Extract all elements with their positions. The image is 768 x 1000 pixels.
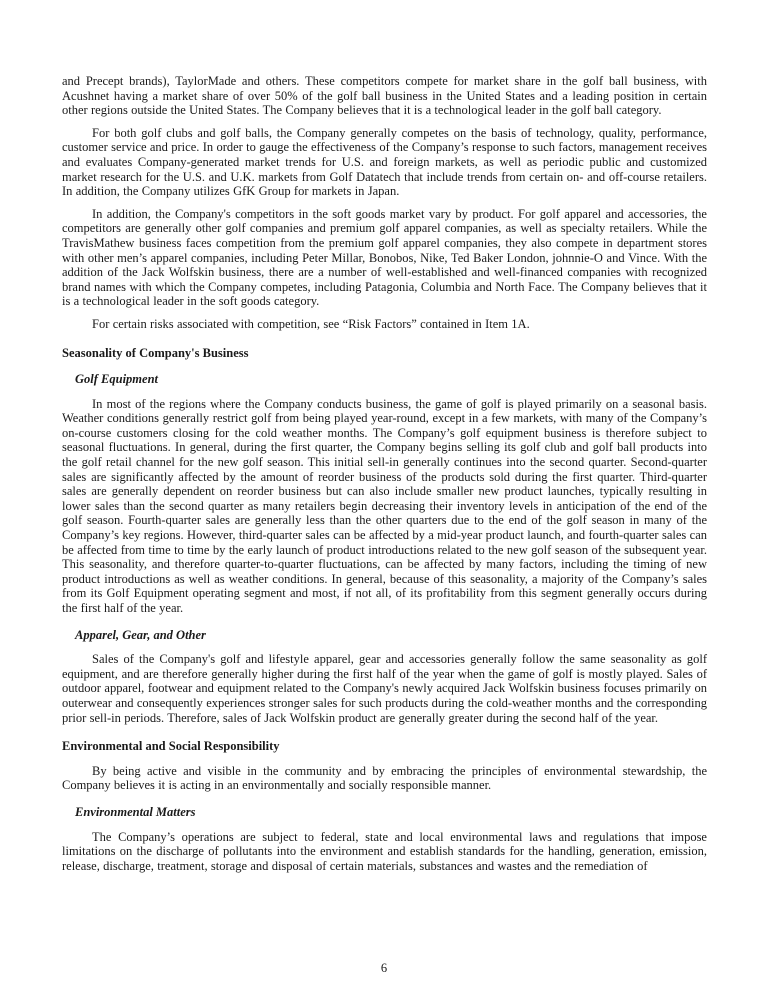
page-number: 6 <box>380 961 388 975</box>
section-heading-environmental-social: Environmental and Social Responsibility <box>62 739 280 754</box>
paragraph-risk-factors-reference: For certain risks associated with competition, see “Risk Factors” contained in Item 1A. <box>92 316 530 331</box>
subsection-heading-apparel-gear-other: Apparel, Gear, and Other <box>75 627 206 642</box>
paragraph-golf-ball-competitors: and Precept brands), TaylorMade and others. These competitors compete for market share in the golf ball business, with Acushnet having a market share of over 50% of the golf ball business in the United States and a leading position in certain other regions outside the United States. The Company believes that it is a technological leader in the golf ball category. <box>62 74 707 118</box>
paragraph-apparel-seasonality: Sales of the Company's golf and lifestyle apparel, gear and accessories generally follow the same seasonality as golf equipment, and are therefore generally higher during the first half of the year when the game of golf is mostly played. Sales of outdoor apparel, footwear and equipment related to the Company's newly acquired Jack Wolfskin business focuses primarily on outerwear and consequently experiences stronger sales for such products during the cold-weather months and the corresponding prior sell-in periods. Therefore, sales of Jack Wolfskin product are generally greater during the second half of the year. <box>62 652 707 725</box>
subsection-heading-golf-equipment: Golf Equipment <box>75 372 158 387</box>
page-content <box>62 74 707 881</box>
paragraph-community-stewardship: By being active and visible in the community and by embracing the principles of environmental stewardship, the Company believes it is acting in an environmentally and socially responsible manner. <box>62 763 707 793</box>
paragraph-soft-goods-competitors: In addition, the Company's competitors in the soft goods market vary by product. For golf apparel and accessories, the competitors are generally other golf companies and premium golf apparel companies, as well as specialty retailers. While the TravisMathew business faces competition from the premium golf apparel companies, they also compete in department stores with other men’s apparel companies, including Peter Millar, Bonobos, Nike, Ted Baker London, johnnie-O and Vince. With the addition of the Jack Wolfskin business, there are a number of well-established and well-financed companies with recognized brand names with which the Company competes, including Patagonia, Columbia and North Face. The Company believes that it is a technological leader in the soft goods category. <box>62 206 707 309</box>
subsection-heading-environmental-matters: Environmental Matters <box>75 804 196 819</box>
paragraph-environmental-regulations: The Company’s operations are subject to federal, state and local environmental laws and regulations that impose limitations on the discharge of pollutants into the environment and establish standards for the handling, generation, emission, release, discharge, treatment, storage and disposal of certain materials, substances and wastes and the remediation of <box>62 829 707 873</box>
paragraph-clubs-balls-competition: For both golf clubs and golf balls, the Company generally competes on the basis of technology, quality, performance, customer service and price. In order to gauge the effectiveness of the Company’s response to such factors, management receives and evaluates Company-generated market trends for U.S. and foreign markets, as well as periodic public and customized market research for the U.S. and U.K. markets from Golf Datatech that include trends from certain on- and off-course retailers. In addition, the Company utilizes GfK Group for markets in Japan. <box>62 125 707 199</box>
section-heading-seasonality: Seasonality of Company's Business <box>62 345 249 360</box>
paragraph-golf-equipment-seasonality: In most of the regions where the Company conducts business, the game of golf is played primarily on a seasonal basis. Weather conditions generally restrict golf from being played year-round, except in a few markets, with many of the Company’s on-course customers closing for the cold weather months. The Company’s golf equipment business is therefore subject to seasonal fluctuations. In general, during the first quarter, the Company begins selling its golf club and golf ball products into the golf retail channel for the new golf season. This initial sell-in generally continues into the second quarter. Second-quarter sales are significantly affected by the amount of reorder business of the products sold during the first quarter. Third-quarter sales are generally dependent on reorder business but can also include smaller new product launches, typically resulting in lower sales than the second quarter as many retailers begin decreasing their inventory levels in anticipation of the end of the golf season. Fourth-quarter sales are generally less than the other quarters due to the end of the golf season in many of the Company’s key regions. However, third-quarter sales can be affected by a mid-year product launch, and fourth-quarter sales can be affected from time to time by the early launch of product introductions related to the new golf season of the subsequent year. This seasonality, and therefore quarter-to-quarter fluctuations, can be affected by many factors, including the timing of new product introductions as well as weather conditions. In general, because of this seasonality, a majority of the Company’s sales from its Golf Equipment operating segment and most, if not all, of its profitability from this segment generally occurs during the first half of the year. <box>62 396 707 615</box>
